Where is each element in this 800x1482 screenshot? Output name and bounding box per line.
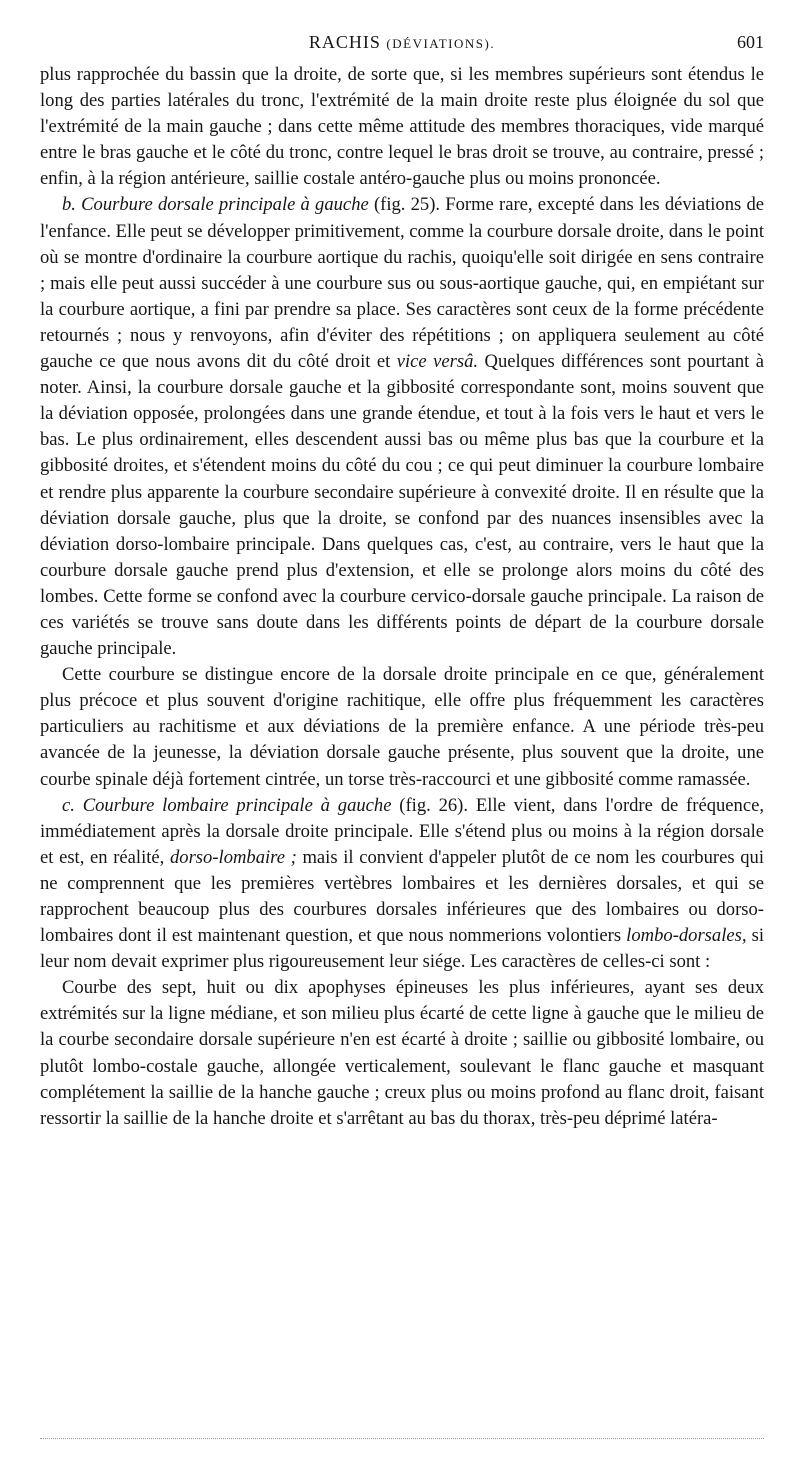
italic-text: c. Courbure lombaire principale à gauche bbox=[62, 794, 392, 816]
italic-text: lombo-dorsales, bbox=[626, 925, 747, 947]
text-run: Cette courbure se distingue encore de la dorsale droite principale en ce que, généralement plus précoce et plus souvent d'origine rachitique, elle offre plus fréquemment les caractères particuliers au rachitisme et aux déviations de la première enfance. A une période très-peu avancée de la jeunesse, la déviation dorsale gauche présente, plus souvent que la droite, une courbe spinale déjà fortement cintrée, un torse très-raccourci et une gibbosité comme ramassée. bbox=[40, 664, 764, 790]
paragraph bbox=[40, 62, 764, 192]
text-run: (fig. 25). Forme rare, excepté dans les déviations de l'enfance. Elle peut se développer primitivement, comme la courbure dorsale droite, dans le point où se montre d'ordinaire la courbure aortique du rachis, quoiqu'elle soit dirigée en sens contraire ; mais elle peut aussi succéder à une courbure sus ou sous-aortique gauche, qui, en empiétant sur la courbure aortique, a fini par prendre sa place. Ses caractères sont ceux de la forme précédente retournés ; nous y renvoyons, afin d'éviter des répétitions ; on appliquera seulement au côté gauche ce que nous avons dit du côté droit et bbox=[40, 194, 764, 373]
body-text bbox=[40, 62, 764, 1132]
running-title-main: RACHIS bbox=[308, 32, 381, 52]
text-run: Quelques différences sont pourtant à noter. Ainsi, la courbure dorsale gauche et la gibbosité correspondante sont, moins souvent que la déviation opposée, prolongées dans une grande étendue, et tout à la fois vers le haut et vers le bas. Le plus ordinairement, elles descendent aussi bas ou même plus bas que la courbure et la gibbosité droites, et s'étendent moins du côté du cou ; ce qui peut diminuer la courbure lombaire et rendre plus apparente la courbure secondaire supérieure à convexité droite. Il en résulte que la déviation dorsale gauche, plus que la droite, se confond par des nuances insensibles avec la déviation dorso-lombaire principale. Dans quelques cas, c'est, au contraire, vers le haut que la courbure dorsale gauche prend plus d'extension, et elle se prolonge alors moins du côté des lombes. Cette forme se confond avec la courbure cervico-dorsale gauche principale. La raison de ces variétés se trouve sans doute dans les différents points de départ de la courbure dorsale gauche principale. bbox=[40, 351, 765, 660]
italic-text: dorso-lombaire ; bbox=[169, 846, 297, 868]
running-title bbox=[40, 32, 764, 53]
text-run: mais il convient d'appeler plutôt de ce nom les courbures qui ne comprennent que les premières vertèbres lombaires et les dernières dorsales, et qui se rapprochent beaucoup plus des courbures dorsales inférieures que des lombaires ou dorso-lombaires dont il est maintenant question, et que nous nommerions volontiers bbox=[40, 846, 764, 947]
text-run: si leur nom devait exprimer plus rigoureusement leur siége. Les caractères de celles-ci sont : bbox=[40, 925, 764, 973]
page-number: 601 bbox=[737, 32, 764, 52]
running-head bbox=[40, 0, 764, 62]
running-title-sub: (DÉVIATIONS). bbox=[386, 36, 496, 51]
italic-text: b. Courbure dorsale principale à gauche bbox=[62, 194, 369, 216]
text-run: (fig. 26). Elle vient, dans l'ordre de fréquence, immédiatement après la dorsale droite principale. Elle s'étend plus ou moins à la région dorsale et est, en réalité, bbox=[40, 794, 764, 868]
italic-text: vice versâ. bbox=[396, 351, 479, 373]
paragraph bbox=[40, 793, 764, 976]
paragraph bbox=[40, 662, 764, 792]
footer-dotted-rule bbox=[40, 1438, 764, 1439]
text-run: plus rapprochée du bassin que la droite, de sorte que, si les membres supérieurs sont étendus le long des parties latérales du tronc, l'extrémité de la main droite reste plus éloignée du sol que l'extrémité de la main gauche ; dans cette même attitude des membres thoraciques, vide marqué entre le bras gauche et le côté du tronc, contre lequel le bras droit se trouve, au contraire, pressé ; enfin, à la région antérieure, saillie costale antéro-gauche plus ou moins prononcée. bbox=[40, 64, 764, 190]
paragraph bbox=[40, 192, 764, 662]
text-run: Courbe des sept, huit ou dix apophyses épineuses les plus inférieures, ayant ses deux extrémités sur la ligne médiane, et son milieu plus écarté de cette ligne à gauche que le milieu de la courbe secondaire dorsale supérieure n'en est écarté à droite ; saillie ou gibbosité lombaire, ou plutôt lombo-costale gauche, allongée verticalement, soulevant le flanc gauche et masquant complétement la saillie de la hanche gauche ; creux plus ou moins profond au flanc droit, faisant ressortir la saillie de la hanche droite et s'arrêtant au bas du thorax, très-peu déprimé latéra- bbox=[40, 977, 764, 1129]
paragraph bbox=[40, 975, 764, 1132]
